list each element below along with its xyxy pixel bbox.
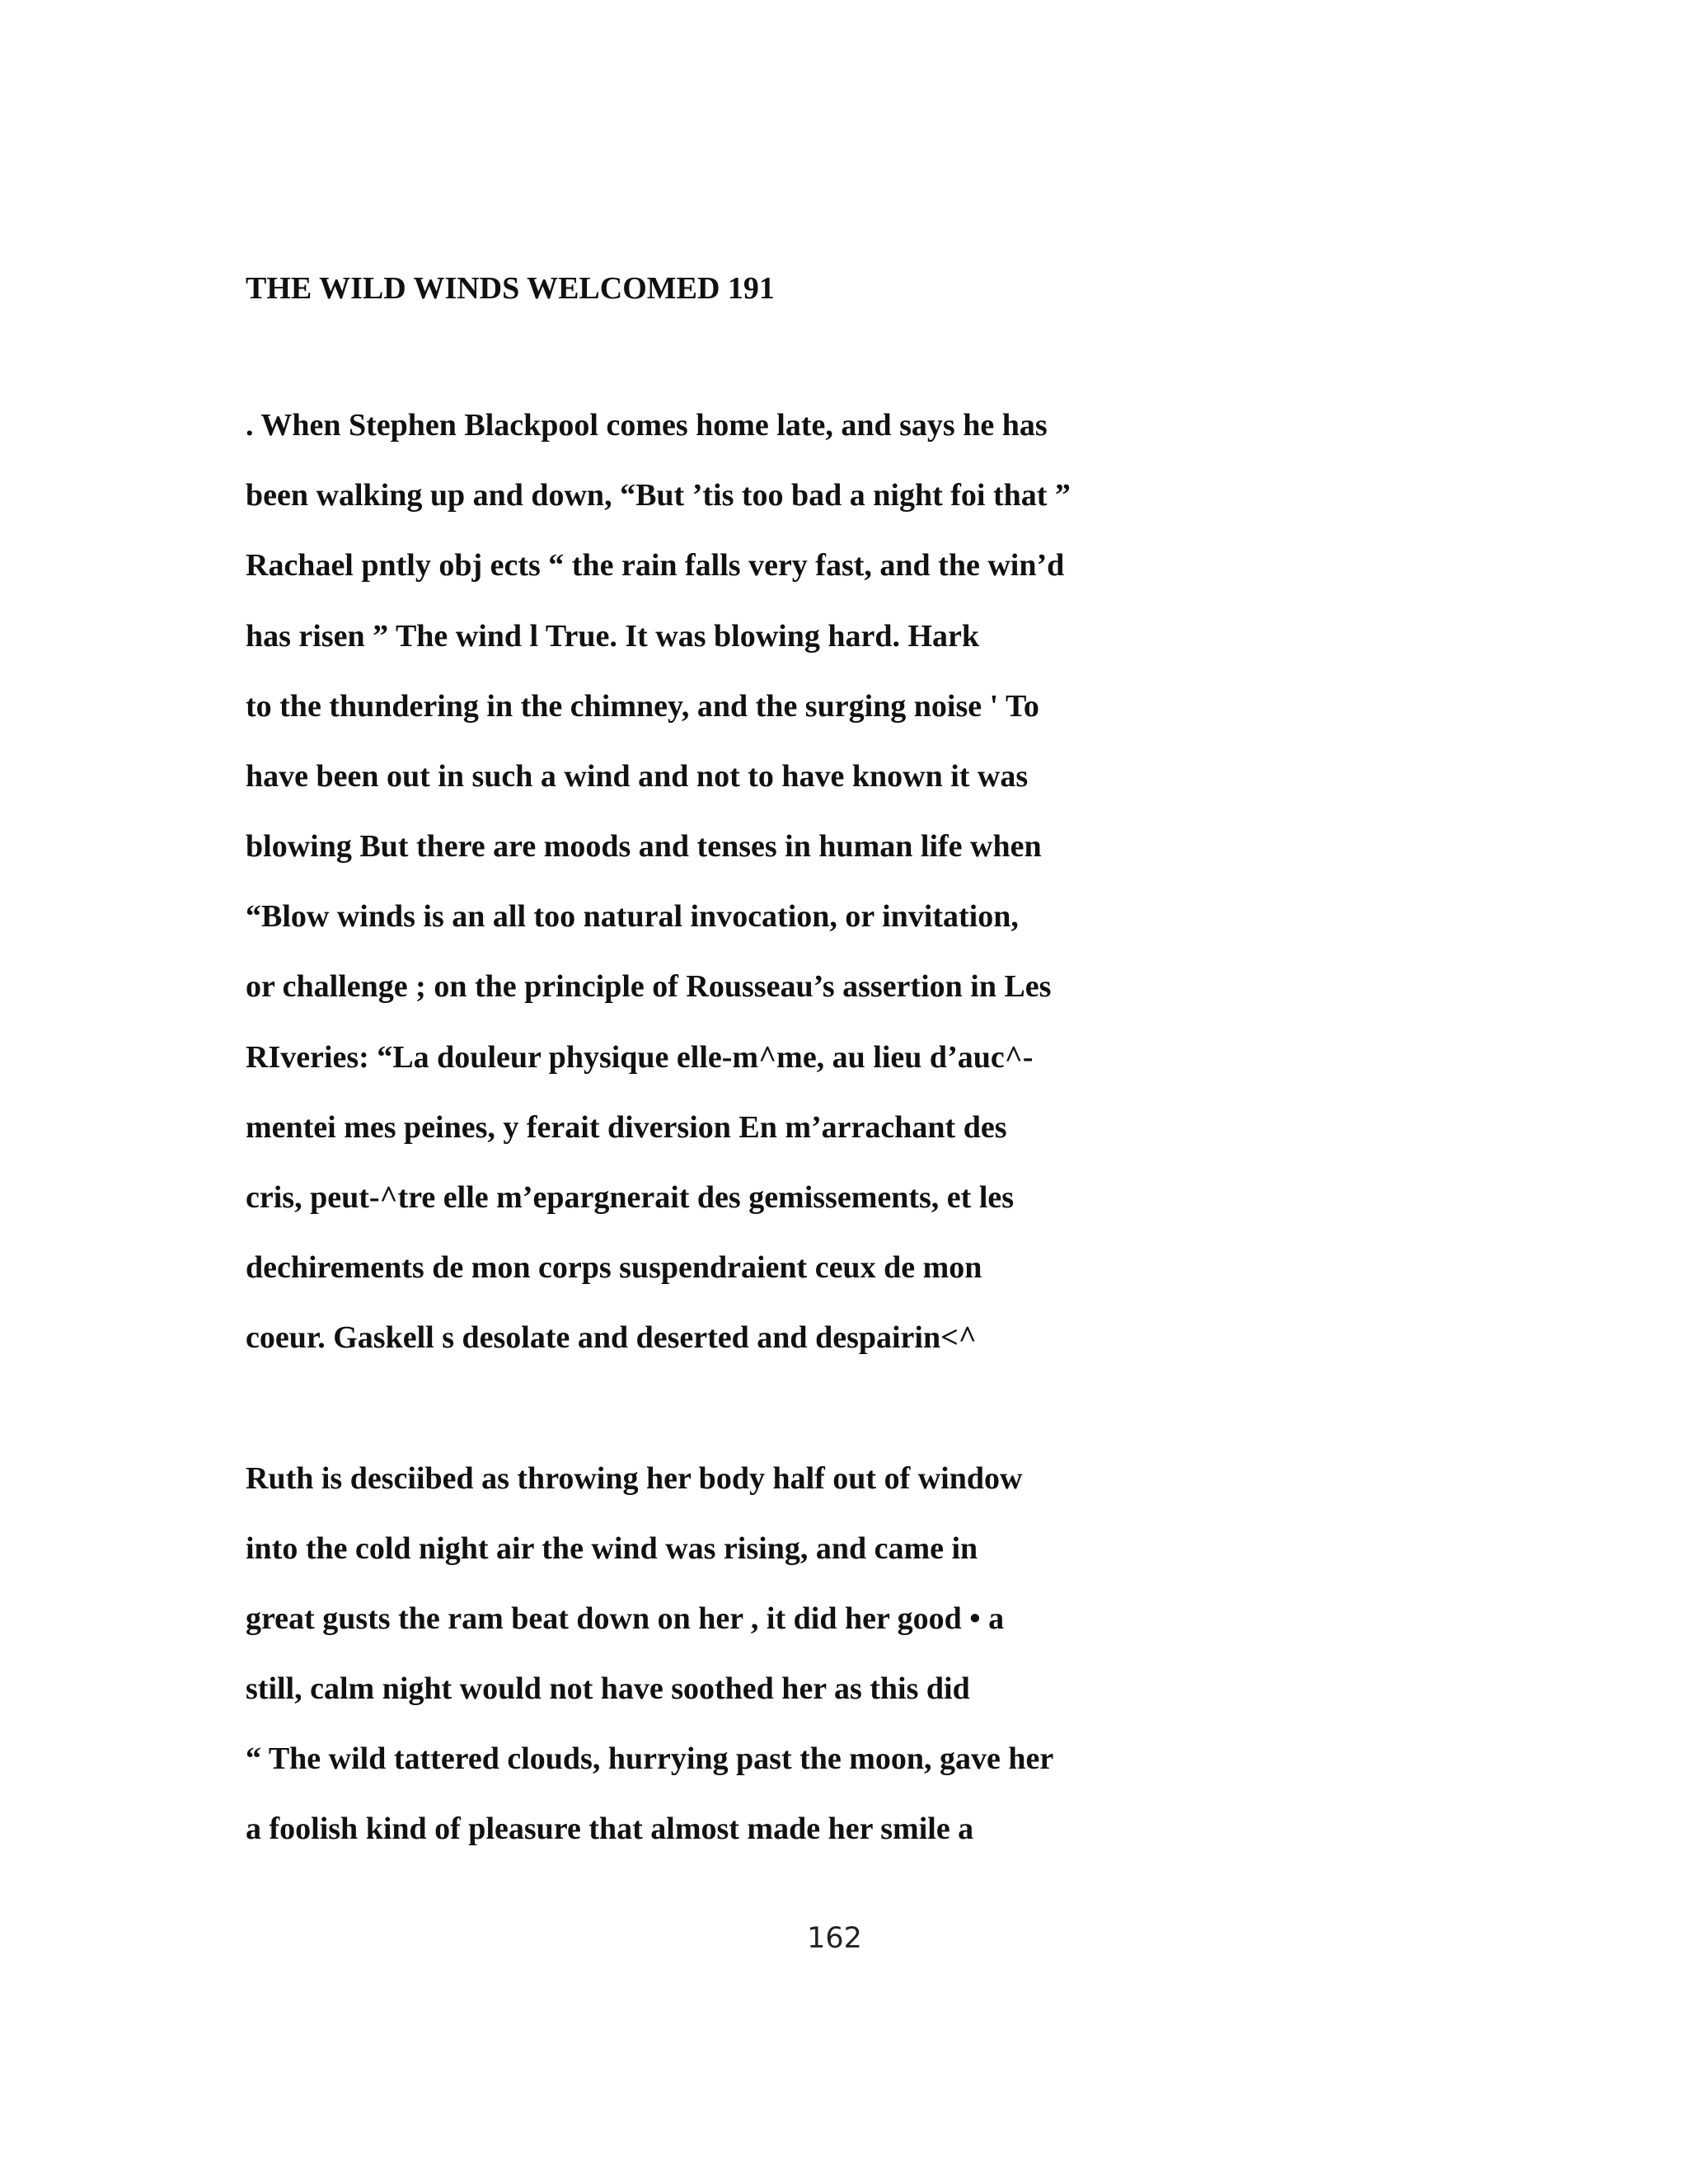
- text-line: been walking up and down, “But ’tis too bad a night foi that ”: [246, 478, 1071, 513]
- text-line: coeur. Gaskell s desolate and deserted and despairin<^: [246, 1320, 977, 1355]
- text-line: a foolish kind of pleasure that almost made her smile a: [246, 1811, 974, 1846]
- text-line: or challenge ; on the principle of Rousseau’s assertion in Les: [246, 969, 1052, 1004]
- page-number: 162: [807, 1922, 862, 1955]
- text-line: “Blow winds is an all too natural invocation, or invitation,: [246, 899, 1019, 934]
- text-line: . When Stephen Blackpool comes home late, and says he has: [246, 408, 1048, 443]
- text-line: great gusts the ram beat down on her , it did her good • a: [246, 1601, 1005, 1636]
- text-line: to the thundering in the chimney, and the surging noise ' To: [246, 689, 1039, 724]
- text-line: “ The wild tattered clouds, hurrying past the moon, gave her: [246, 1741, 1054, 1776]
- text-line: Rachael pntly obj ects “ the rain falls very fast, and the win’d: [246, 548, 1065, 583]
- text-line: has risen ” The wind l True. It was blowing hard. Hark: [246, 619, 980, 654]
- text-line: mentei mes peines, y ferait diversion En m’arrachant des: [246, 1110, 1007, 1145]
- text-line: cris, peut-^tre elle m’epargnerait des gemissements, et les: [246, 1180, 1015, 1215]
- text-line: into the cold night air the wind was rising, and came in: [246, 1531, 978, 1566]
- text-line: blowing But there are moods and tenses in human life when: [246, 829, 1042, 864]
- text-line: have been out in such a wind and not to have known it was: [246, 759, 1029, 794]
- running-heading: THE WILD WINDS WELCOMED 191: [246, 271, 775, 306]
- text-line: dechirements de mon corps suspendraient ceux de mon: [246, 1250, 982, 1285]
- text-line: RIveries: “La douleur physique elle-m^me, au lieu d’auc^-: [246, 1040, 1034, 1075]
- text-line: still, calm night would not have soothed her as this did: [246, 1671, 970, 1706]
- text-line: Ruth is desciibed as throwing her body half out of window: [246, 1461, 1023, 1496]
